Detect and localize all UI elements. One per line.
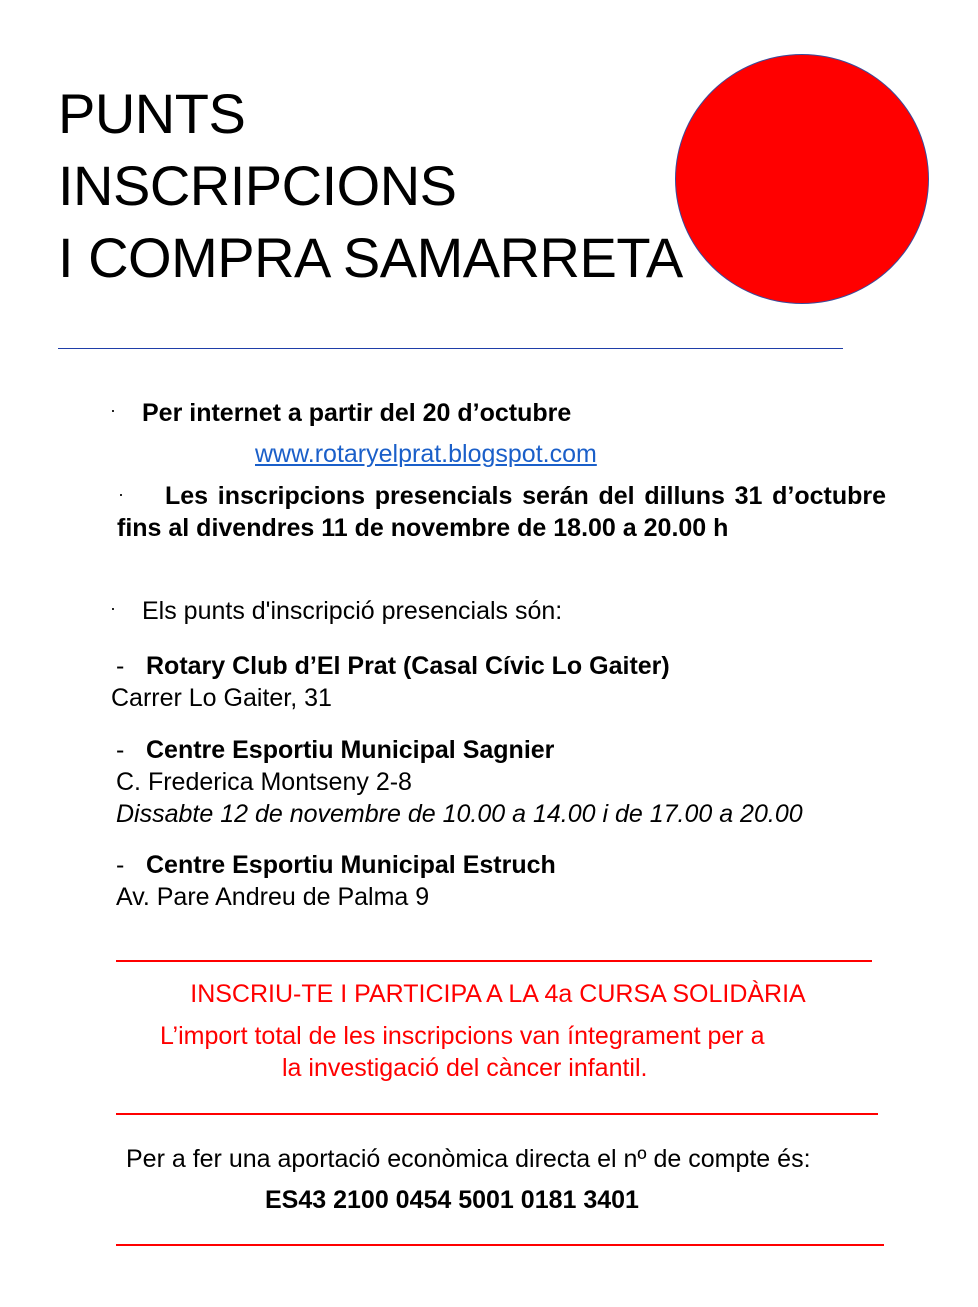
- location-schedule: Dissabte 12 de novembre de 10.00 a 14.00 i de 17.00 a 20.00: [116, 800, 803, 828]
- divider-red: [116, 1113, 878, 1115]
- bullet-icon: ·: [118, 484, 124, 504]
- divider-red: [116, 960, 872, 962]
- title-line-3: I COMPRA SAMARRETA: [58, 226, 683, 289]
- divider-red: [116, 1244, 884, 1246]
- bullet-icon: ·: [110, 598, 116, 618]
- location-address: C. Frederica Montseny 2-8: [116, 768, 412, 796]
- divider-blue: [58, 348, 843, 349]
- account-number: ES43 2100 0454 5001 0181 3401: [265, 1186, 639, 1214]
- promo-line-2: la investigació del càncer infantil.: [282, 1054, 648, 1082]
- location-name: Centre Esportiu Municipal Sagnier: [146, 736, 555, 764]
- location-name: Rotary Club d’El Prat (Casal Cívic Lo Gaiter): [146, 652, 670, 680]
- title-line-1: PUNTS: [58, 82, 246, 145]
- title-line-2: INSCRIPCIONS: [58, 154, 457, 217]
- location-name: Centre Esportiu Municipal Estruch: [146, 851, 556, 879]
- red-circle: [675, 54, 929, 304]
- website-link[interactable]: www.rotaryelprat.blogspot.com: [255, 440, 597, 468]
- promo-line-1: L’import total de les inscripcions van íntegrament per a: [160, 1022, 765, 1050]
- promo-headline: INSCRIU-TE I PARTICIPA A LA 4a CURSA SOLIDÀRIA: [190, 980, 806, 1008]
- bullet-icon: ·: [110, 400, 116, 420]
- location-dash: -: [116, 736, 125, 764]
- location-dash: -: [116, 652, 125, 680]
- location-dash: -: [116, 851, 125, 879]
- presencial-text: Les inscripcions presencials serán del dilluns 31 d’octubre fins al divendres 11 de novembre de 18.00 a 20.00 h: [117, 482, 886, 542]
- location-address: Av. Pare Andreu de Palma 9: [116, 883, 430, 911]
- points-intro-text: Els punts d'inscripció presencials són:: [142, 597, 563, 625]
- internet-text: Per internet a partir del 20 d’octubre: [142, 399, 572, 427]
- location-address: Carrer Lo Gaiter, 31: [111, 684, 332, 712]
- donation-text: Per a fer una aportació econòmica directa el nº de compte és:: [126, 1145, 811, 1173]
